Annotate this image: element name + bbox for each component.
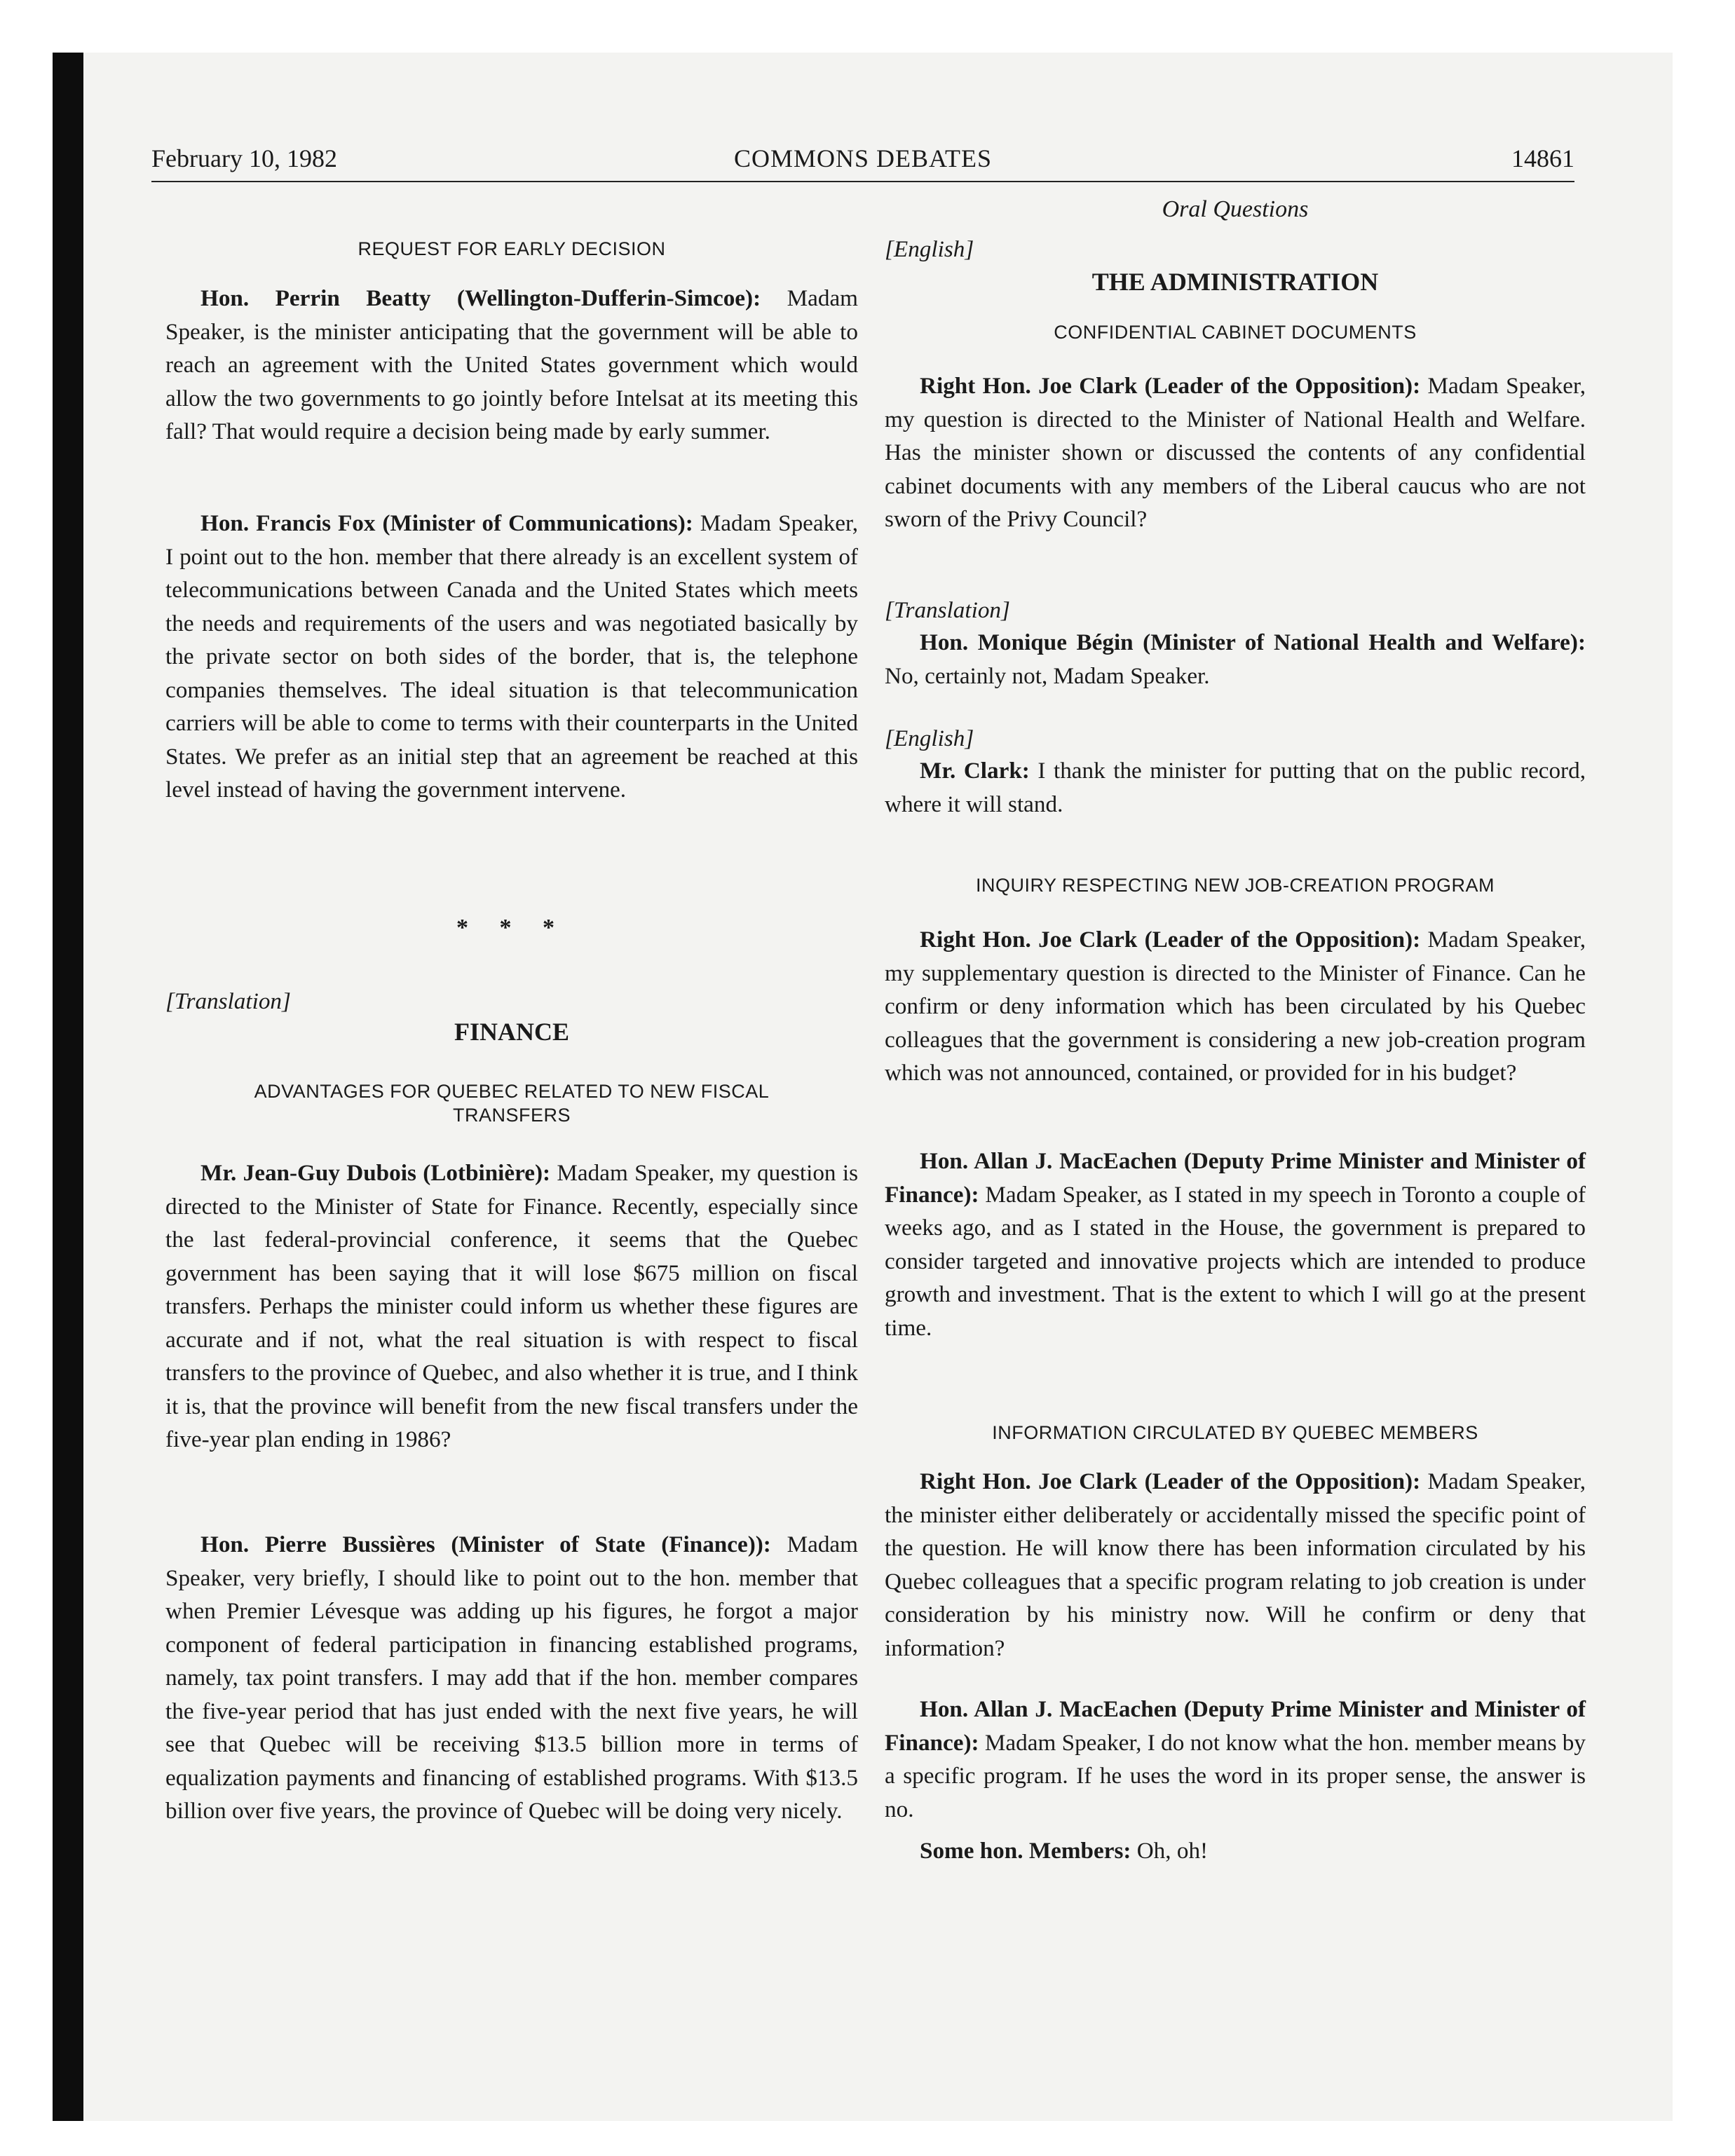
speaker-name: Some hon. Members: (920, 1838, 1131, 1864)
speaker-name: Mr. Clark: (920, 758, 1030, 784)
paragraph-beatty (165, 282, 858, 449)
speech-text: No, certainly not, Madam Speaker. (885, 662, 1210, 689)
heading-finance: FINANCE (454, 1018, 569, 1046)
speech-text: Oh, oh! (1131, 1838, 1209, 1864)
speaker-name: Hon. Allan J. MacEachen (Deputy Prime Minister and Minister of Finance): (885, 1696, 1586, 1756)
paragraph-begin (885, 626, 1586, 692)
speaker-name: Hon. Pierre Bussières (Minister of State (Finance)): (200, 1531, 771, 1557)
header-date: February 10, 1982 (151, 144, 337, 172)
scan-edge (53, 53, 83, 2121)
paragraph-clark-4 (885, 1465, 1586, 1665)
speech-text: I thank the minister for putting that on the public record, where it will stand. (885, 758, 1586, 817)
heading-inquiry-job-creation: INQUIRY RESPECTING NEW JOB-CREATION PROGRAM (975, 875, 1495, 896)
language-marker-translation: [Translation] (165, 988, 291, 1014)
subsection-oral-questions: Oral Questions (1162, 196, 1309, 222)
language-marker-english: [English] (885, 236, 974, 262)
speaker-name: Hon. Perrin Beatty (Wellington-Dufferin-Simcoe): (200, 285, 761, 311)
speaker-name: Right Hon. Joe Clark (Leader of the Opposition): (920, 927, 1421, 953)
language-marker-translation: [Translation] (885, 597, 1010, 623)
heading-the-administration: THE ADMINISTRATION (1091, 268, 1379, 296)
paragraph-maceachen-1 (885, 1145, 1586, 1344)
speaker-name: Right Hon. Joe Clark (Leader of the Opposition): (920, 373, 1421, 399)
speech-text: Madam Speaker, I do not know what the hon. member means by a specific program. If he uses the word in its proper sense, the answer is no. (885, 1729, 1586, 1822)
speaker-name: Mr. Jean-Guy Dubois (Lotbinière): (200, 1160, 551, 1186)
heading-request-early-decision: REQUEST FOR EARLY DECISION (358, 238, 666, 259)
paragraph-clark-3 (885, 923, 1586, 1090)
speaker-name: Hon. Monique Bégin (Minister of National Health and Welfare): (920, 629, 1586, 655)
language-marker-english: [English] (885, 725, 974, 751)
heading-advantages-for-quebec: ADVANTAGES FOR QUEBEC RELATED TO NEW FISCAL TRANSFERS (254, 1081, 770, 1126)
paragraph-clark-1 (885, 369, 1586, 536)
header-page-number: 14861 (1511, 144, 1574, 172)
paragraph-clark-2 (885, 754, 1586, 821)
speaker-name: Right Hon. Joe Clark (Leader of the Opposition): (920, 1468, 1421, 1494)
paragraph-maceachen-2 (885, 1693, 1586, 1826)
speech-text: Madam Speaker, as I stated in my speech in Toronto a couple of weeks ago, and as I stated in the House, the government is prepared to consider targeted and innovative projects which are intended to produce growth and investment. That is the extent to which I will go at the present time. (885, 1181, 1586, 1341)
page-header (151, 144, 1574, 183)
heading-information-circulated: INFORMATION CIRCULATED BY QUEBEC MEMBERS (992, 1422, 1478, 1443)
header-title: COMMONS DEBATES (733, 144, 993, 172)
section-separator-stars: * * * (456, 915, 567, 941)
speech-text: Madam Speaker, very briefly, I should like to point out to the hon. member that when Premier Lévesque was adding up his figures, he forgot a major component of federal participation in financing established programs, namely, tax point transfers. I may add that if the hon. member compares the five-year period that has just ended with the next five years, he will see that Quebec will be receiving $13.5 billion more in terms of equalization payments and financing of established programs. With $13.5 billion over five years, the province of Quebec will be doing very nicely. (165, 1531, 858, 1824)
speech-text: Madam Speaker, my supplementary question is directed to the Minister of Finance. Can he confirm or deny information which has been circulated by his Quebec colleagues that the government is considering a new job-creation program which was not announced, contained, or provided for in his budget? (885, 927, 1586, 1086)
paragraph-dubois (165, 1157, 858, 1456)
heading-confidential-cabinet-documents: CONFIDENTIAL CABINET DOCUMENTS (1054, 322, 1417, 343)
speech-text: Madam Speaker, my question is directed to the Minister of State for Finance. Recently, especially since the last federal-provincial conference, it seems that the Quebec government has been saying that it will lose $675 million on fiscal transfers. Perhaps the minister could inform us whether these figures are accurate and if not, what the real situation is with respect to fiscal transfers to the province of Quebec, and also whether it is true, and I think it is, that the province will benefit from the new fiscal transfers under the five-year plan ending in 1986? (165, 1160, 858, 1452)
paragraph-bussieres (165, 1528, 858, 1828)
paragraph-members (885, 1834, 1586, 1868)
speech-text: Madam Speaker, the minister either deliberately or accidentally missed the specific point of the question. He will know there has been information circulated by his Quebec colleagues that a specific program relating to job creation is under consideration by his ministry now. Will he confirm or deny that information? (885, 1468, 1586, 1661)
speech-text: Madam Speaker, is the minister anticipating that the government will be able to reach an agreement with the United States government which would allow the two governments to go jointly before Intelsat at its meeting this fall? That would require a decision being made by early summer. (165, 285, 858, 444)
paragraph-fox (165, 507, 858, 807)
speaker-name: Hon. Francis Fox (Minister of Communications): (200, 510, 693, 536)
speaker-name: Hon. Allan J. MacEachen (Deputy Prime Minister and Minister of Finance): (885, 1148, 1586, 1208)
speech-text: Madam Speaker, I point out to the hon. member that there already is an excellent system of telecommunications between Canada and the United States which meets the needs and requirements of the users and was negotiated basically by the private sector on both sides of the border, that is, the telephone companies themselves. The ideal situation is that telecommunication carriers will be able to come to terms with their counterparts in the United States. We prefer as an initial step that an agreement be reached at this level instead of having the government intervene. (165, 510, 858, 803)
header-rule (151, 181, 1574, 182)
speech-text: Madam Speaker, my question is directed to the Minister of National Health and Welfare. Has the minister shown or discussed the contents of any confidential cabinet documents with any members of the Liberal caucus who are not sworn of the Privy Council? (885, 373, 1586, 532)
